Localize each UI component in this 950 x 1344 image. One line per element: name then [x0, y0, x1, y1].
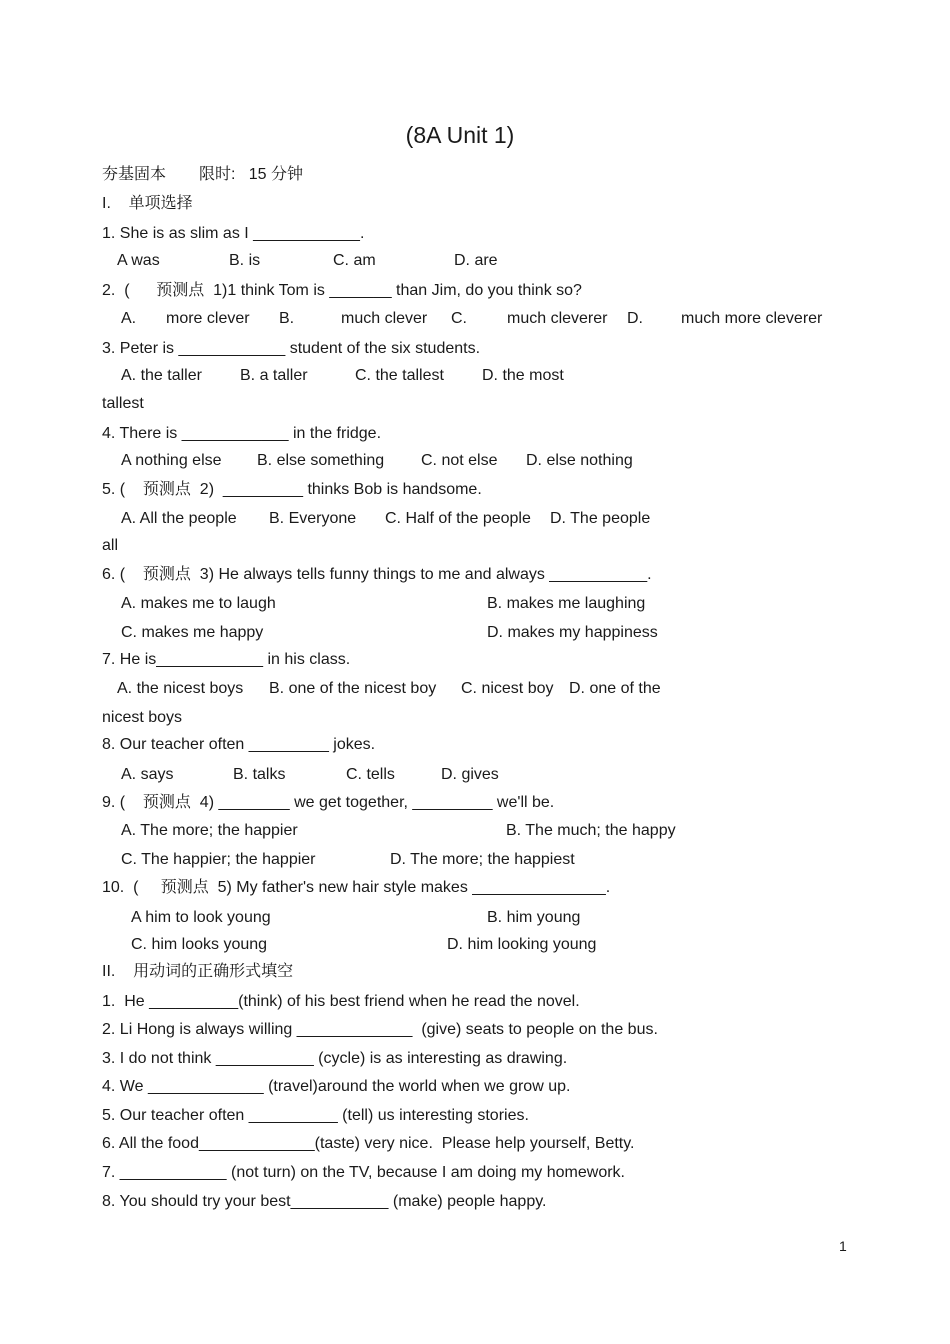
q3-option-a: A. the taller	[121, 367, 202, 384]
fill-item: 8. You should try your best___________ (make) people happy.	[102, 1193, 547, 1210]
q8-option-b: B. talks	[233, 766, 286, 783]
q4-option-c: C. not else	[421, 452, 498, 469]
q2-option-b: much clever	[341, 310, 428, 327]
page-title: (8A Unit 1)	[405, 122, 515, 148]
q9-option-a: A. The more; the happier	[121, 822, 298, 839]
section-2-heading: II. 用动词的正确形式填空	[102, 963, 294, 980]
fill-item: 6. All the food_____________(taste) very nice. Please help yourself, Betty.	[102, 1135, 635, 1152]
q2-option-c-letter: C.	[451, 310, 467, 327]
q8-option-d: D. gives	[441, 766, 499, 783]
q2-option-b-letter: B.	[279, 310, 295, 327]
q1-option-d: D. are	[454, 252, 498, 269]
q5-option-b: B. Everyone	[269, 510, 357, 527]
q3-option-d: D. the most	[482, 367, 564, 384]
q7-stem: 7. He is____________ in his class.	[102, 651, 351, 668]
q5-option-d: D. The people	[550, 510, 651, 527]
q7-option-d-cont: nicest boys	[102, 709, 183, 726]
q4-stem: 4. There is ____________ in the fridge.	[102, 425, 382, 442]
fill-item: 3. I do not think ___________ (cycle) is as interesting as drawing.	[102, 1050, 568, 1067]
q6-stem: 6. ( 预测点 3) He always tells funny things to me and always ___________.	[102, 566, 652, 583]
q6-option-a: A. makes me to laugh	[121, 595, 276, 612]
q8-option-a: A. says	[121, 766, 174, 783]
section-1-heading: I. 单项选择	[102, 195, 193, 212]
q4-option-b: B. else something	[257, 452, 385, 469]
q5-option-a: A. All the people	[121, 510, 237, 527]
q1-option-a: A was	[117, 252, 160, 269]
q9-option-d: D. The more; the happiest	[390, 851, 575, 868]
q7-option-d: D. one of the	[569, 680, 661, 697]
q4-option-d: D. else nothing	[526, 452, 633, 469]
q1-option-c: C. am	[333, 252, 376, 269]
q6-option-c: C. makes me happy	[121, 624, 264, 641]
q7-option-a: A. the nicest boys	[117, 680, 244, 697]
q9-option-b: B. The much; the happy	[506, 822, 676, 839]
q9-stem: 9. ( 预测点 4) ________ we get together, _________ we'll be.	[102, 794, 555, 811]
q1-option-b: B. is	[229, 252, 261, 269]
q2-option-c: much cleverer	[507, 310, 608, 327]
q10-stem: 10. ( 预测点 5) My father's new hair style makes _______________.	[102, 879, 611, 896]
q3-option-d-cont: tallest	[102, 395, 144, 412]
q8-stem: 8. Our teacher often _________ jokes.	[102, 736, 376, 753]
q5-option-c: C. Half of the people	[385, 510, 531, 527]
q8-option-c: C. tells	[346, 766, 395, 783]
fill-item: 5. Our teacher often __________ (tell) us interesting stories.	[102, 1107, 529, 1124]
q5-stem: 5. ( 预测点 2) _________ thinks Bob is handsome.	[102, 481, 482, 498]
q3-option-c: C. the tallest	[355, 367, 444, 384]
time-limit: 限时: 15 分钟	[199, 166, 304, 183]
q2-stem: 2. ( 预测点 1)1 think Tom is _______ than Jim, do you think so?	[102, 282, 582, 299]
q10-option-a: A him to look young	[131, 909, 271, 926]
q10-option-d: D. him looking young	[447, 936, 597, 953]
q3-option-b: B. a taller	[240, 367, 308, 384]
q5-option-d-cont: all	[102, 537, 119, 554]
q7-option-b: B. one of the nicest boy	[269, 680, 437, 697]
q1-stem: 1. She is as slim as I ____________.	[102, 225, 365, 242]
intro-label: 夯基固本	[102, 166, 167, 183]
q3-stem: 3. Peter is ____________ student of the six students.	[102, 340, 481, 357]
q7-option-c: C. nicest boy	[461, 680, 554, 697]
q6-option-d: D. makes my happiness	[487, 624, 658, 641]
q4-option-a: A nothing else	[121, 452, 222, 469]
q6-option-b: B. makes me laughing	[487, 595, 646, 612]
fill-item: 1. He __________(think) of his best friend when he read the novel.	[102, 993, 580, 1010]
fill-item: 4. We _____________ (travel)around the world when we grow up.	[102, 1078, 571, 1095]
q2-option-d: much more cleverer	[681, 310, 823, 327]
page-number: 1	[839, 1238, 847, 1254]
q10-option-b: B. him young	[487, 909, 581, 926]
q2-option-a: more clever	[166, 310, 250, 327]
fill-item: 2. Li Hong is always willing _____________ (give) seats to people on the bus.	[102, 1021, 658, 1038]
q9-option-c: C. The happier; the happier	[121, 851, 316, 868]
fill-item: 7. ____________ (not turn) on the TV, because I am doing my homework.	[102, 1164, 625, 1181]
q2-option-a-letter: A.	[121, 310, 137, 327]
q2-option-d-letter: D.	[627, 310, 643, 327]
q10-option-c: C. him looks young	[131, 936, 268, 953]
